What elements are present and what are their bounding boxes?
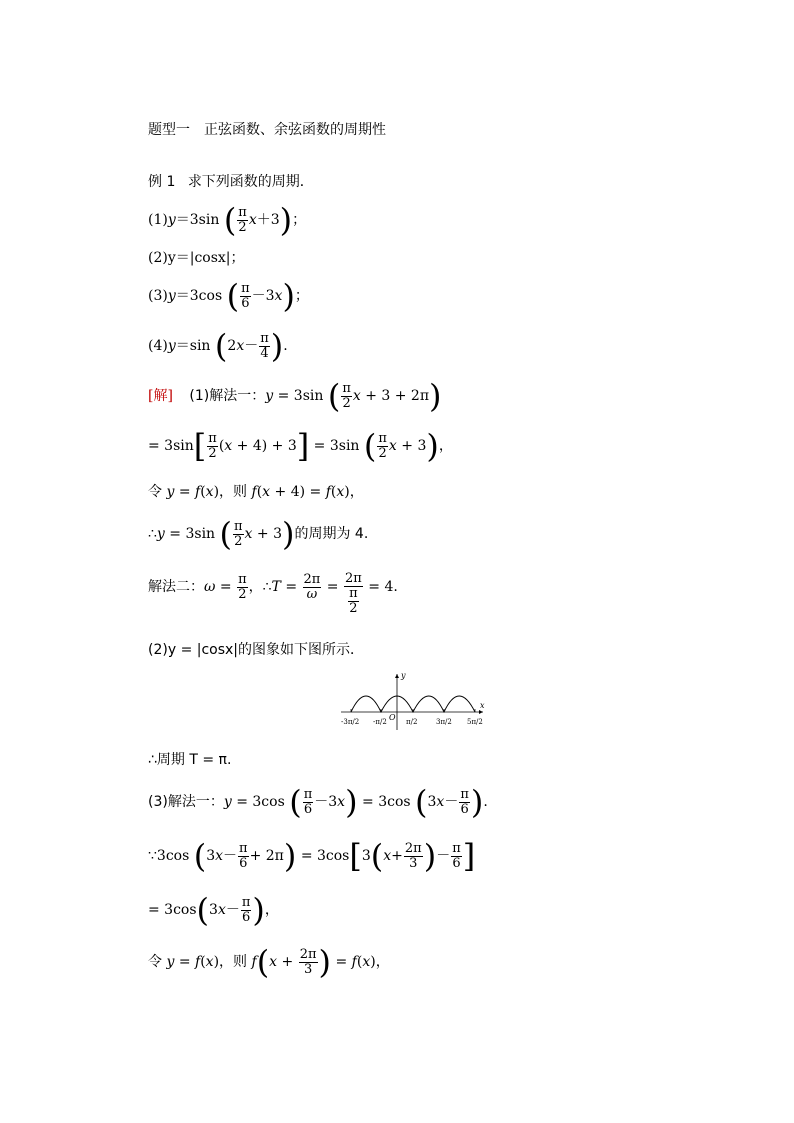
solution-3-let: 令 y = f(x)，则 f(x + $\frac{2\pi}{3}$ ) = f(x)， — [148, 943, 390, 981]
period-pi: ∴周期 T = π. — [148, 752, 232, 768]
example-heading — [148, 172, 314, 192]
solution-3-line-3: = 3cos(3x－ $\frac{\pi}{6}$ )， — [148, 891, 279, 929]
origin-label: O — [389, 713, 396, 722]
example-prompt: 求下列函数的周期． — [187, 174, 314, 190]
axis-y-label: y — [401, 671, 406, 680]
solution-3-line-2: ∵3cos (3x－ $\frac{\pi}{6}$ + 2π) = 3cos[3(x+ $\frac{2\pi}{3}$ )－ $\frac{\pi}{6}$ ] — [148, 837, 476, 875]
abs-cos-graph-svg — [333, 668, 493, 736]
question-3: (3)y＝3cos ( $\frac{\pi}{6}$ －3x)； — [148, 277, 309, 315]
solution-1-conclusion: ∴y = 3sin ( $\frac{\pi}{2}$ x + 3)的周期为 4. — [148, 515, 369, 553]
tick-label: -π/2 — [373, 718, 387, 726]
solution-mark: 解 — [153, 388, 168, 404]
section-title: 题型一 正弦函数、余弦函数的周期性 — [148, 122, 386, 138]
tick-label: 5π/2 — [467, 718, 483, 726]
solution-3-line-1: (3)解法一：y = 3cos ( $\frac{\pi}{6}$ －3x) = 3cos (3x－ $\frac{\pi}{6}$ ). — [148, 783, 488, 821]
question-4: (4)y＝sin (2x－ $\frac{\pi}{4}$ ). — [148, 327, 288, 365]
solution-1-line-1: [解] (1)解法一：y = 3sin ( $\frac{\pi}{2}$ x + 3 + 2π) — [148, 377, 442, 415]
tick-label: 3π/2 — [436, 718, 452, 726]
tick-label: π/2 — [406, 718, 418, 726]
solution-1-let: 令 y = f(x)，则 f(x + 4) = f(x)， — [148, 484, 364, 500]
y-axis-arrow — [395, 674, 399, 678]
question-1: (1)y＝3sin ( $\frac{\pi}{2}$ x＋3)； — [148, 201, 307, 239]
question-2: (2)y＝|cosx|； — [148, 250, 245, 266]
abs-cos-graph — [333, 668, 493, 736]
solution-1-method-2: 解法二：ω = $\frac{\pi}{2}$ ，∴T = $\frac{2\pi}{\omega}$ = $\frac{2\pi}{\frac{\pi}{2}}$ = 4. — [148, 571, 398, 616]
example-label: 例 1 — [148, 174, 176, 190]
axis-x-label: x — [480, 701, 485, 710]
solution-1-line-2: = 3sin[ $\frac{\pi}{2}$ (x + 4) + 3] = 3sin ( $\frac{\pi}{2}$ x + 3)， — [148, 427, 453, 465]
tick-label: -3π/2 — [341, 718, 360, 726]
graph-intro: (2)y = |cosx|的图象如下图所示． — [148, 642, 365, 658]
x-axis-arrow — [479, 710, 483, 714]
